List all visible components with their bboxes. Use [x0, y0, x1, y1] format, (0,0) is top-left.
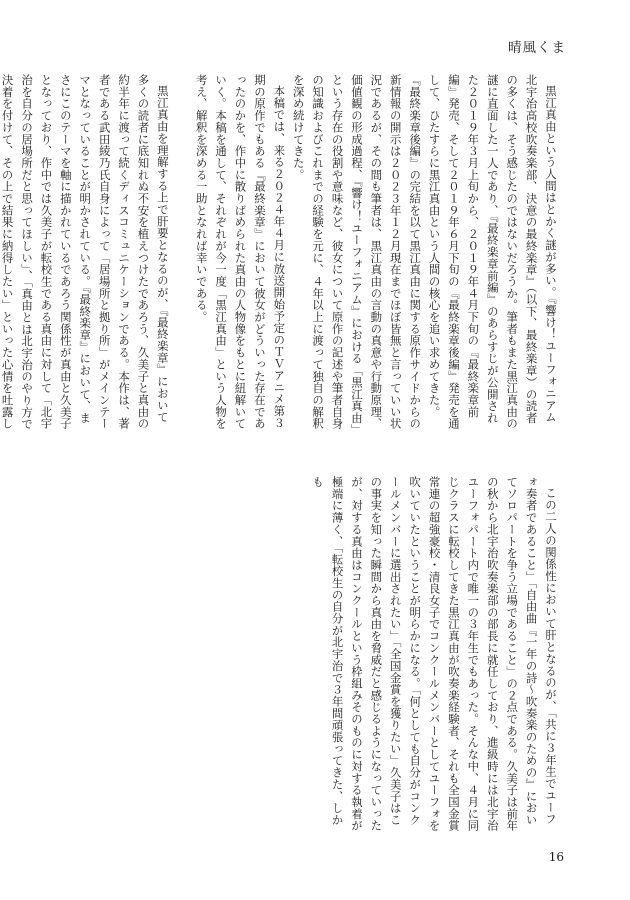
- author-name: 晴風くま: [508, 40, 566, 56]
- paragraph-1: 黒江真由という人間はとかく謎が多い。『響け！ユーフォニアム 北宇治高校吹奏楽部、決意の最終楽章』（以下、最終楽章）の読者の多くは、そう感じたのではないだろうか。筆者もまた黒江真由の謎に直面した一人であり、『最終楽章前編』のあらすじが公開された２０１９年３月上旬から、２０１９年４月下旬の『最終楽章前編』発売、そして２０１９年６月下旬の『最終楽章後編』発売を通して、ひたすらに黒江真由という人間の核心を追い求めてきた。『最終楽章後編』の完結を以て黒江真由に関する原作サイドからの新情報の開示は２０２３年１２月現在までほぼ皆無と言っていい状況であるが、その間も筆者は、黒江真由の言動の真意や行動原理、価値観の形成過程、『響け！ユーフォニアム』における「黒江真由」という存在の役割や意味など、彼女について原作の記述や筆者自身の知識およびこれまでの経験を元に、４年以上に渡って独自の解釈を深め続けてきた。: [291, 74, 558, 436]
- paragraph-2: 本稿では、来る２０２４年４月に放送開始予定のＴＶアニメ第３期の原作でもある『最終楽章』において彼女がどういった存在であったのかを、作中に散りばめられた真由の人物像をもとに紐解いていく。本稿を通して、それぞれが今一度「黒江真由」という人物を考え、解釈を深める一助となれば幸いである。: [194, 74, 287, 430]
- paragraph-3: 黒江真由を理解する上で肝要となるのが、『最終楽章』において多くの読者に底知れぬ不安を植えつけたであろう、久美子と真由の約半年に渡って続くディスコミュニケーションである。本作は、著者である武田綾乃氏自身によって「居場所と拠り所」がメインテーマとなっていることが明かされている。『最終楽章』において、まさにこのテーマを軸に描かれているであろう関係性が真由と久美子となっており、作中では久美子が転校生である真由に対して「北宇治を自分の居場所だと思ってほしい」、「真由とは北宇治のやり方で決着を付けて、その上で結果に納得したい」といった心情を吐露し: [0, 74, 170, 430]
- lower-right-column: [308, 476, 560, 834]
- upper-right-column: [0, 74, 560, 436]
- page-number: 16: [548, 850, 564, 864]
- paragraph-break: [172, 74, 191, 432]
- paragraph-5: この二人の関係性において肝となるのが、「共に３年生でユーフォ奏者であること」「自由曲『一年の詩～吹奏楽のための』においてソロパートを争う立場であること」の２点である。久美子は前年の秋から北宇治吹奏楽部の部長に就任しており、進級時には北宇治ユーフォパート内で唯一の３年生でもあった。そんな中、４月に同じクラスに転校してきた黒江真由が吹奏楽経験者、それも全国金賞常連の超強豪校・清良女子でコンクールメンバーとしてユーフォを吹いていたということが明らかになる。「何としても自分がコンクールメンバーに選出されたい」「全国金賞を獲りたい」久美子はこの事実を知った瞬間から真由を脅威だと感じるようになっていったが、対する真由はコンクールという枠組みそのものに対する執着が極端に薄く、「転校生の自分が北宇治で３年間頑張ってきた、しかも: [311, 476, 558, 832]
